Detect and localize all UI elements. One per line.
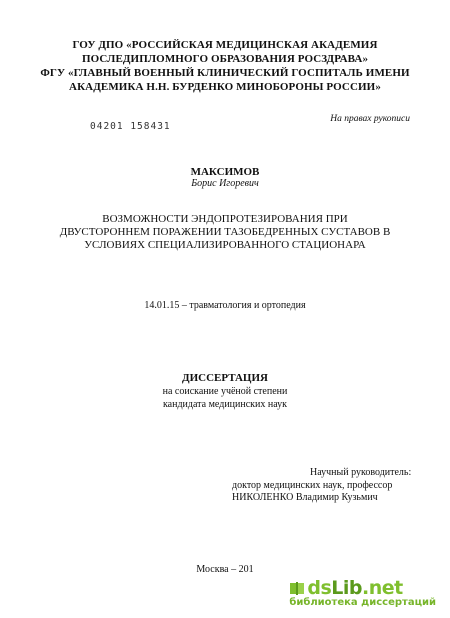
title-line: УСЛОВИЯХ СПЕЦИАЛИЗИРОВАННОГО СТАЦИОНАРА (84, 239, 366, 251)
degree-info (0, 385, 450, 411)
institution-line: ГОУ ДПО «РОССИЙСКАЯ МЕДИЦИНСКАЯ АКАДЕМИЯ (72, 39, 378, 51)
institution-line: ФГУ «ГЛАВНЫЙ ВОЕННЫЙ КЛИНИЧЕСКИЙ ГОСПИТАЛЬ ИМЕНИ (40, 67, 410, 79)
city-year: Москва – 201 (196, 564, 254, 575)
author-given-name: Борис Игоревич (191, 178, 259, 189)
title-line: ВОЗМОЖНОСТИ ЭНДОПРОТЕЗИРОВАНИЯ ПРИ (102, 213, 348, 225)
author-surname: МАКСИМОВ (190, 166, 260, 178)
institution-header (0, 38, 450, 94)
logo-net: .net (362, 577, 403, 599)
logo-lib: Lib (331, 577, 363, 599)
dslib-subtitle: библиотека диссертаций (289, 597, 436, 608)
dissertation-title (0, 213, 450, 252)
rights-note: На правах рукописи (330, 114, 410, 124)
supervisor-block (232, 467, 411, 505)
dslib-watermark[interactable] (289, 577, 436, 608)
degree-line: на соискание учёной степени (162, 386, 288, 397)
supervisor-degree: доктор медицинских наук, профессор (232, 479, 393, 491)
archive-stamp-number: 04201 158431 (90, 121, 171, 132)
institution-line: АКАДЕМИКА Н.Н. БУРДЕНКО МИНОБОРОНЫ РОССИИ» (69, 81, 381, 93)
dslib-logo (307, 577, 402, 599)
specialty-code: 14.01.15 – травматология и ортопедия (144, 300, 306, 311)
logo-ds: ds (307, 577, 332, 599)
title-line: ДВУСТОРОННЕМ ПОРАЖЕНИИ ТАЗОБЕДРЕННЫХ СУСТАВОВ В (59, 226, 391, 238)
work-type: ДИССЕРТАЦИЯ (182, 372, 268, 384)
supervisor-label: Научный руководитель: (310, 467, 412, 478)
supervisor-name: НИКОЛЕНКО Владимир Кузьмич (232, 492, 378, 503)
institution-line: ПОСЛЕДИПЛОМНОГО ОБРАЗОВАНИЯ РОСЗДРАВА» (81, 53, 369, 65)
degree-line: кандидата медицинских наук (162, 399, 288, 410)
book-icon (289, 580, 305, 596)
